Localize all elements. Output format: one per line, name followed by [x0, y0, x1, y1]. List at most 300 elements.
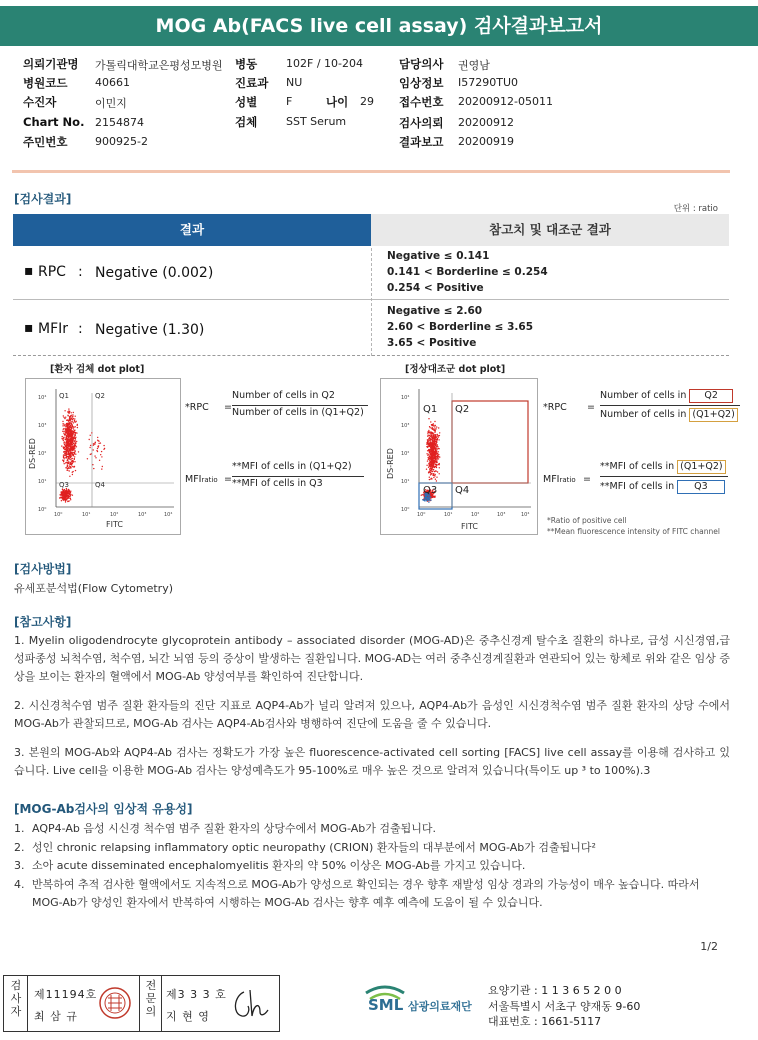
mfir-name: MFIr	[38, 321, 69, 337]
scatter-point	[430, 456, 431, 457]
x-axis-label: FITC	[461, 522, 478, 531]
scatter-point	[429, 444, 430, 445]
scatter-point	[432, 461, 433, 462]
scatter-point	[74, 418, 75, 419]
scatter-point	[433, 453, 434, 454]
scatter-point	[63, 457, 64, 458]
scatter-point	[67, 439, 68, 440]
scatter-point	[438, 458, 439, 459]
scatter-point	[69, 453, 70, 454]
scatter-point	[435, 479, 436, 480]
rpc-name: RPC	[38, 264, 66, 280]
dept-label: 진료과	[235, 76, 269, 90]
scatter-point	[429, 479, 430, 480]
rpc-denominator	[600, 408, 738, 422]
x-tick: 10²	[110, 512, 119, 518]
scatter-point	[63, 500, 64, 501]
rpc-formula	[232, 390, 372, 422]
scatter-point	[434, 452, 435, 453]
scatter-point	[59, 497, 60, 498]
method-heading: [검사방법]	[14, 562, 72, 576]
q1-label: Q1	[59, 392, 69, 400]
report-title: MOG Ab(FACS live cell assay) 검사결과보고서	[0, 6, 758, 46]
institution-value: 가톨릭대학교은평성모병원	[95, 59, 223, 72]
scatter-point	[432, 432, 433, 433]
scatter-point	[426, 500, 427, 501]
scatter-point	[429, 499, 430, 500]
chart-label: Chart No.	[23, 115, 85, 129]
scatter-point	[71, 443, 72, 444]
scatter-point	[427, 436, 428, 437]
scatter-point	[72, 442, 73, 443]
scatter-point	[434, 421, 435, 422]
y-axis-label: DS-RED	[386, 448, 395, 479]
control-scatter	[381, 379, 537, 534]
scatter-point	[73, 428, 74, 429]
examiner-name: 최 삼 규	[34, 1010, 78, 1023]
scatter-point	[428, 454, 429, 455]
scatter-point	[72, 449, 73, 450]
scatter-point	[75, 434, 76, 435]
scatter-point	[61, 492, 62, 493]
scatter-point	[68, 468, 69, 469]
scatter-point	[74, 461, 75, 462]
scatter-point	[433, 449, 434, 450]
scatter-point	[71, 447, 72, 448]
y-tick: 10²	[38, 451, 47, 457]
rpc-den-text: Number of cells in	[600, 409, 687, 420]
scatter-point	[439, 435, 440, 436]
mfi-numerator: **MFI of cells in (Q1+Q2)	[232, 461, 352, 472]
scatter-point	[426, 453, 427, 454]
list-item: 2. 성인 chronic relapsing inflammatory optic neuropathy (CRION) 환자들의 대부분에서 MOG-Ab가 검출됩니다²	[14, 840, 596, 854]
scatter-point	[70, 499, 71, 500]
scatter-point	[438, 448, 439, 449]
scatter-point	[435, 474, 436, 475]
scatter-point	[429, 446, 430, 447]
utility-heading: [MOG-Ab검사의 임상적 유용성]	[14, 802, 193, 816]
scatter-point	[436, 467, 437, 468]
scatter-point	[75, 426, 76, 427]
mfir-result: Negative (1.30)	[95, 322, 205, 338]
scatter-point	[426, 443, 427, 444]
scatter-point	[424, 500, 425, 501]
method-text: 유세포분석법(Flow Cytometry)	[14, 582, 174, 595]
scatter-point	[64, 424, 65, 425]
q3-label: Q3	[59, 481, 69, 489]
scatter-point	[63, 491, 64, 492]
institution-label: 의뢰기관명	[23, 57, 79, 71]
scatter-point	[65, 491, 66, 492]
scatter-point	[65, 417, 66, 418]
scatter-point	[435, 435, 436, 436]
scatter-point	[62, 423, 63, 424]
scatter-point	[435, 430, 436, 431]
specialist-label: 전문의	[145, 979, 157, 1018]
scatter-point	[67, 449, 68, 450]
q4-label: Q4	[455, 485, 470, 496]
scatter-point	[64, 495, 65, 496]
scatter-point	[90, 435, 91, 436]
scatter-point	[97, 437, 98, 438]
scatter-point	[64, 449, 65, 450]
scatter-point	[70, 452, 71, 453]
ref-line: 2.60 < Borderline ≤ 3.65	[387, 321, 534, 333]
scatter-point	[62, 497, 63, 498]
rpc-prefix: *RPC	[185, 402, 209, 413]
scatter-point	[69, 426, 70, 427]
scatter-point	[436, 442, 437, 443]
scatter-point	[435, 461, 436, 462]
scatter-point	[68, 491, 69, 492]
unit-label: 단위 : ratio	[673, 204, 718, 214]
scatter-point	[68, 500, 69, 501]
scatter-point	[428, 441, 429, 442]
scatter-point	[433, 477, 434, 478]
scatter-point	[434, 442, 435, 443]
specimen-value: SST Serum	[286, 115, 347, 128]
scatter-point	[67, 429, 68, 430]
scatter-point	[74, 459, 75, 460]
scatter-point	[67, 498, 68, 499]
rpc-numerator: Number of cells in Q2	[232, 390, 335, 401]
scatter-point	[433, 436, 434, 437]
scatter-point	[89, 439, 90, 440]
scatter-point	[437, 471, 438, 472]
scatter-point	[65, 443, 66, 444]
q3-box: Q3	[677, 480, 725, 494]
scatter-point	[62, 425, 63, 426]
scatter-point	[103, 449, 104, 450]
scatter-point	[63, 442, 64, 443]
scatter-point	[426, 442, 427, 443]
signature-icon	[230, 986, 270, 1022]
scatter-point	[439, 467, 440, 468]
scatter-point	[437, 434, 438, 435]
scatter-point	[69, 443, 70, 444]
scatter-point	[66, 420, 67, 421]
q1-label: Q1	[423, 404, 438, 415]
results-header	[13, 214, 729, 246]
scatter-point	[436, 426, 437, 427]
mfi-denominator	[600, 480, 725, 494]
ref-line: Negative ≤ 2.60	[387, 305, 483, 317]
scatter-point	[95, 457, 96, 458]
mfi-prefix	[543, 474, 576, 485]
scatter-point	[437, 438, 438, 439]
scatter-point	[63, 460, 64, 461]
scatter-point	[67, 426, 68, 427]
scatter-point	[69, 431, 70, 432]
scatter-point	[97, 448, 98, 449]
scatter-point	[98, 443, 99, 444]
x-axis-label: FITC	[106, 520, 123, 529]
rpc-colon: :	[78, 264, 83, 280]
scatter-point	[434, 432, 435, 433]
scatter-point	[74, 420, 75, 421]
scatter-point	[73, 437, 74, 438]
mfi-equals: =	[583, 474, 591, 485]
scatter-point	[90, 445, 91, 446]
scatter-point	[63, 417, 64, 418]
scatter-point	[67, 432, 68, 433]
seal-icon	[98, 986, 132, 1020]
scatter-point	[93, 443, 94, 444]
ref-line: 3.65 < Positive	[387, 337, 477, 349]
scatter-point	[72, 471, 73, 472]
scatter-point	[61, 500, 62, 501]
scatter-point	[68, 428, 69, 429]
mfi-formula	[232, 461, 372, 493]
scatter-point	[94, 455, 95, 456]
scatter-point	[69, 465, 70, 466]
scatter-point	[62, 421, 63, 422]
report-date-label: 결과보고	[399, 135, 444, 149]
scatter-point	[436, 449, 437, 450]
patient-scatter	[26, 379, 180, 534]
scatter-point	[93, 449, 94, 450]
scatter-point	[62, 438, 63, 439]
scatter-point	[434, 426, 435, 427]
scatter-point	[74, 441, 75, 442]
scatter-point	[432, 442, 433, 443]
reference-para-1: 1. Myelin oligodendrocyte glycoprotein antibody – associated disorder (MOG-AD)은 중추신경계 탈수초 질환의 하나로, 급성 시신경염,급성파종성 뇌척수염, 척수염, 뇌간 뇌염 등의 증상이 발생하는 질환입니다. MOG-AD는 여러 중추신경계질환과 연관되어 있는 항체로 위와 같은 임상 증상을 보이는 환자의 혈액에서 MOG-Ab 양성여부를 확인하여 진단합니다.	[14, 634, 730, 683]
scatter-point	[438, 427, 439, 428]
scatter-point	[437, 455, 438, 456]
scatter-point	[64, 418, 65, 419]
scatter-point	[99, 460, 100, 461]
scatter-point	[62, 498, 63, 499]
scatter-point	[63, 429, 64, 430]
scatter-point	[433, 425, 434, 426]
scatter-point	[94, 444, 95, 445]
ward-value: 102F / 10-204	[286, 57, 363, 70]
hospital-code-value: 40661	[95, 76, 130, 89]
scatter-point	[65, 498, 66, 499]
q3-label: Q3	[423, 485, 438, 496]
scatter-point	[69, 416, 70, 417]
scatter-point	[72, 419, 73, 420]
scatter-point	[69, 445, 70, 446]
scatter-point	[74, 453, 75, 454]
ref-line: Negative ≤ 0.141	[387, 250, 490, 262]
scatter-point	[430, 466, 431, 467]
address-line: 대표번호 : 1661-5117	[488, 1015, 602, 1028]
scatter-point	[71, 412, 72, 413]
scatter-point	[68, 431, 69, 432]
rpc-num-text: Number of cells in	[600, 390, 687, 401]
scatter-point	[65, 429, 66, 430]
scatter-point	[72, 421, 73, 422]
scatter-point	[67, 470, 68, 471]
scatter-point	[430, 454, 431, 455]
list-item: 1. AQP4-Ab 음성 시신경 척수염 범주 질환 환자의 상당수에서 MOG-Ab가 검출됩니다.	[14, 822, 437, 835]
y-tick: 10¹	[401, 479, 410, 485]
scatter-point	[432, 458, 433, 459]
scatter-point	[433, 429, 434, 430]
scatter-point	[64, 444, 65, 445]
scatter-point	[435, 466, 436, 467]
scatter-point	[72, 425, 73, 426]
scatter-point	[66, 462, 67, 463]
scatter-point	[68, 496, 69, 497]
scatter-point	[68, 441, 69, 442]
scatter-point	[65, 434, 66, 435]
scatter-point	[98, 441, 99, 442]
scatter-point	[68, 423, 69, 424]
scatter-point	[429, 468, 430, 469]
scatter-point	[95, 442, 96, 443]
scatter-point	[77, 427, 78, 428]
y-tick: 10⁰	[401, 507, 410, 513]
rpc-bullet: ▪	[24, 263, 34, 279]
address-line: 요양기관 : 1 1 3 6 5 2 0 0	[488, 984, 622, 997]
scatter-point	[433, 464, 434, 465]
scatter-point	[98, 445, 99, 446]
q2-label: Q2	[455, 404, 470, 415]
rpc-equals: =	[224, 402, 232, 413]
scatter-point	[427, 498, 428, 499]
scatter-point	[428, 430, 429, 431]
scatter-point	[63, 437, 64, 438]
scatter-point	[63, 448, 64, 449]
q4-label: Q4	[95, 481, 105, 489]
scatter-point	[439, 456, 440, 457]
scatter-point	[429, 437, 430, 438]
scatter-point	[67, 456, 68, 457]
y-tick: 10⁴	[401, 395, 410, 401]
scatter-point	[433, 475, 434, 476]
scatter-point	[437, 464, 438, 465]
footnote-2: **Mean fluorescence intensity of FITC channel	[547, 527, 720, 536]
scatter-point	[69, 476, 70, 477]
scatter-point	[76, 446, 77, 447]
scatter-point	[429, 463, 430, 464]
scatter-point	[102, 466, 103, 467]
q12-box: (Q1+Q2)	[689, 408, 737, 422]
scatter-point	[64, 489, 65, 490]
age-label: 나이	[326, 95, 349, 109]
scatter-point	[435, 464, 436, 465]
scatter-point	[71, 415, 72, 416]
id-label: 주민번호	[23, 135, 68, 149]
scatter-point	[68, 433, 69, 434]
scatter-point	[66, 440, 67, 441]
scatter-point	[68, 420, 69, 421]
results-heading: [검사결과]	[14, 192, 72, 206]
scatter-point	[66, 435, 67, 436]
scatter-point	[68, 439, 69, 440]
scatter-point	[429, 477, 430, 478]
scatter-point	[63, 415, 64, 416]
scatter-point	[70, 462, 71, 463]
result-column-header: 결과	[13, 214, 371, 246]
scatter-point	[436, 477, 437, 478]
scatter-point	[65, 451, 66, 452]
scatter-point	[439, 432, 440, 433]
rpc-reference	[387, 248, 548, 296]
dept-value: NU	[286, 76, 303, 89]
scatter-point	[433, 456, 434, 457]
scatter-point	[71, 423, 72, 424]
list-item: 4. 반복하여 추적 검사한 혈액에서도 지속적으로 MOG-Ab가 양성으로 확인되는 경우 향후 재발성 임상 경과의 가능성이 매우 높습니다. 따라서 MOG-Ab가 양성인 환자에서 반복하여 시행하는 MOG-Ab 검사는 향후 예후 예측에 도움이 될 수 있습니다.	[14, 877, 700, 909]
scatter-point	[70, 498, 71, 499]
control-dot-plot	[380, 378, 538, 535]
mfi-sub: ratio	[201, 476, 218, 484]
scatter-point	[67, 466, 68, 467]
scatter-point	[67, 447, 68, 448]
scatter-point	[435, 457, 436, 458]
x-tick: 10²	[471, 512, 480, 518]
patient-plot-label: [환자 검체 dot plot]	[50, 364, 145, 375]
scatter-point	[66, 457, 67, 458]
q2-box: Q2	[689, 389, 733, 403]
scatter-point	[70, 491, 71, 492]
scatter-point	[73, 426, 74, 427]
request-value: 20200912	[458, 116, 514, 129]
sex-label: 성별	[235, 95, 258, 109]
specialist-number: 제3 3 3 호	[166, 988, 227, 1001]
patient-value: 이민지	[95, 97, 127, 110]
scatter-point	[428, 431, 429, 432]
scatter-point	[430, 459, 431, 460]
scatter-point	[64, 455, 65, 456]
scatter-point	[75, 470, 76, 471]
scatter-point	[71, 440, 72, 441]
scatter-point	[431, 437, 432, 438]
scatter-point	[63, 458, 64, 459]
scatter-point	[433, 469, 434, 470]
address-line: 서울특별시 서초구 양재동 9-60	[488, 999, 641, 1013]
scatter-point	[67, 434, 68, 435]
footnotes	[547, 515, 720, 537]
scatter-point	[73, 432, 74, 433]
scatter-point	[67, 460, 68, 461]
signature-box	[3, 975, 280, 1032]
scatter-point	[434, 444, 435, 445]
scatter-point	[66, 446, 67, 447]
scatter-point	[429, 449, 430, 450]
examiner-number: 제11194호	[34, 988, 98, 1001]
scatter-point	[430, 421, 431, 422]
scatter-point	[69, 419, 70, 420]
scatter-point	[66, 494, 67, 495]
scatter-point	[435, 429, 436, 430]
scatter-point	[438, 439, 439, 440]
scatter-point	[71, 431, 72, 432]
scatter-point	[71, 453, 72, 454]
y-tick: 10⁴	[38, 395, 47, 401]
scatter-point	[430, 472, 431, 473]
scatter-point	[64, 498, 65, 499]
scatter-point	[75, 416, 76, 417]
scatter-point	[439, 473, 440, 474]
y-tick: 10³	[401, 423, 410, 429]
patient-dot-plot	[25, 378, 181, 535]
scatter-point	[62, 436, 63, 437]
scatter-point	[429, 459, 430, 460]
x-tick: 10⁰	[54, 512, 63, 518]
scatter-point	[431, 434, 432, 435]
scatter-point	[101, 468, 102, 469]
scatter-point	[429, 456, 430, 457]
scatter-point	[436, 471, 437, 472]
scatter-point	[437, 444, 438, 445]
scatter-point	[435, 456, 436, 457]
scatter-point	[89, 447, 90, 448]
q2-label: Q2	[95, 392, 105, 400]
scatter-point	[68, 412, 69, 413]
